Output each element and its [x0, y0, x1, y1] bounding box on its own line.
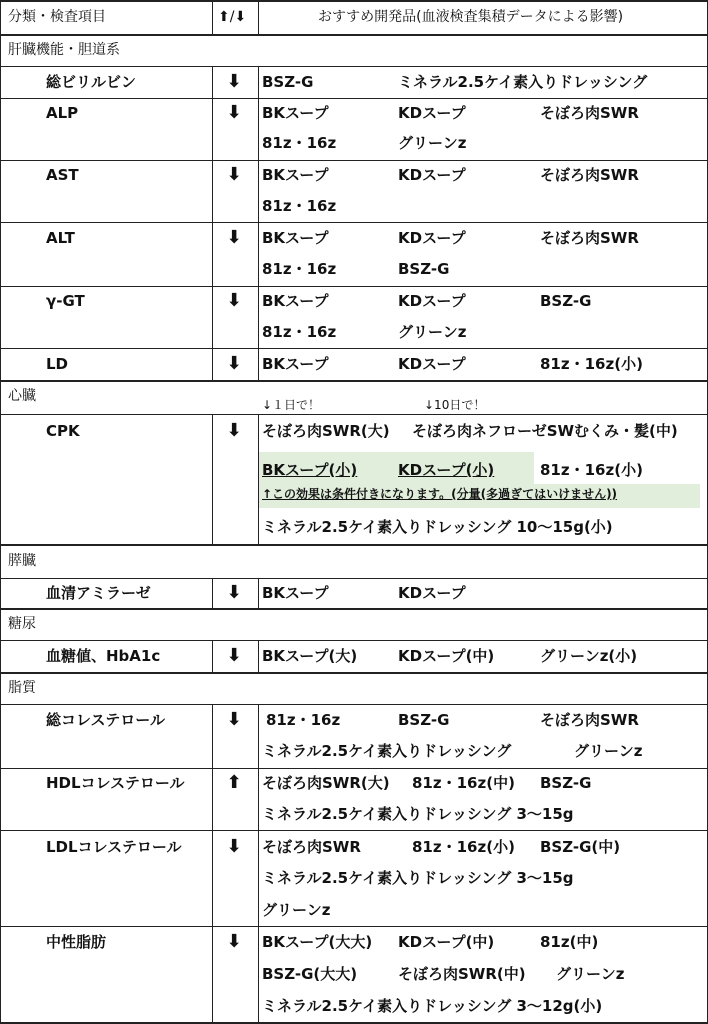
down-arrow-icon: ⬇ [226, 420, 242, 441]
item-alp: ALP [46, 104, 79, 122]
product: 81z・16z(小) [540, 461, 643, 479]
down-arrow-icon: ⬇ [226, 71, 242, 92]
header-direction: ⬆/⬇ [218, 9, 247, 25]
item-ggt: γ-GT [46, 292, 85, 310]
product: そぼろ肉SWR(中) [398, 965, 526, 983]
product: ミネラル2.5ケイ素入りドレッシング 3〜12g(小) [262, 997, 603, 1015]
product: BKスープ(大) [262, 647, 358, 665]
down-arrow-icon: ⬇ [226, 164, 242, 185]
product-conditional: BKスープ(小) [262, 461, 358, 479]
product: 81z(中) [540, 933, 599, 951]
header-recommended-products: おすすめ開発品(血液検査集積データによる影響) [318, 9, 624, 25]
product: KDスープ(中) [398, 933, 495, 951]
product: グリーンz [398, 323, 467, 341]
product-conditional: KDスープ(小) [398, 461, 495, 479]
item-total-bilirubin: 総ビリルビン [46, 73, 137, 91]
product: ミネラル2.5ケイ素入りドレッシング 3〜15g [262, 805, 574, 823]
product: KDスープ [398, 355, 466, 373]
product: 81z・16z [266, 711, 341, 729]
product: BKスープ [262, 584, 329, 602]
item-triglycerides: 中性脂肪 [46, 933, 107, 951]
up-arrow-icon: ⬆ [226, 772, 242, 793]
category-liver: 肝臓機能・胆道系 [8, 42, 120, 58]
item-total-cholesterol: 総コレステロール [46, 711, 165, 729]
product: 81z・16z(小) [540, 355, 643, 373]
product: KDスープ [398, 104, 466, 122]
down-arrow-icon: ⬇ [226, 931, 242, 952]
item-ast: AST [46, 166, 79, 184]
product: BSZ-G [540, 774, 592, 792]
product: ミネラル2.5ケイ素入りドレッシング 10〜15g(小) [262, 518, 613, 536]
product: ミネラル2.5ケイ素入りドレッシング [262, 742, 512, 760]
product: グリーンz [262, 901, 331, 919]
down-arrow-icon: ⬇ [226, 709, 242, 730]
item-blood-glucose: 血糖値、HbA1c [46, 647, 161, 665]
product: ミネラル2.5ケイ素入りドレッシング 3〜15g [262, 869, 574, 887]
product: そぼろ肉SWR [262, 838, 361, 856]
product: グリーンz [398, 134, 467, 152]
item-ld: LD [46, 355, 69, 373]
product: そぼろ肉SWR(大) [262, 422, 390, 440]
item-alt: ALT [46, 229, 75, 247]
category-lipid: 脂質 [8, 680, 36, 696]
product: グリーンz(小) [540, 647, 638, 665]
cpk-condition-note: ↑この効果は条件付きになります。(分量(多過ぎてはいけません)) [262, 487, 618, 501]
product: BKスープ [262, 229, 329, 247]
product: KDスープ(中) [398, 647, 495, 665]
product: BSZ-G [398, 711, 450, 729]
product: そぼろ肉SWR [540, 166, 639, 184]
product: KDスープ [398, 166, 466, 184]
product: 81z・16z(中) [412, 774, 515, 792]
product: グリーンz [574, 742, 643, 760]
product: BKスープ [262, 292, 329, 310]
category-pancreas: 膵臓 [8, 553, 36, 569]
product: そぼろ肉SWR [540, 229, 639, 247]
product: そぼろ肉SWR(大) [262, 774, 390, 792]
product: そぼろ肉ネフローゼSWむくみ・髪(中) [412, 422, 678, 440]
cpk-note-10days: ↓10日で！ [424, 398, 486, 412]
down-arrow-icon: ⬇ [226, 582, 242, 603]
product: 81z・16z [262, 260, 337, 278]
product: KDスープ [398, 584, 466, 602]
product: BSZ-G(大大) [262, 965, 358, 983]
product: そぼろ肉SWR [540, 711, 639, 729]
down-arrow-icon: ⬇ [226, 836, 242, 857]
product: KDスープ [398, 292, 466, 310]
product: BKスープ [262, 104, 329, 122]
product: 81z・16z [262, 323, 337, 341]
product: BKスープ(大大) [262, 933, 373, 951]
header-category-item: 分類・検査項目 [8, 9, 106, 25]
product: BSZ-G(中) [540, 838, 621, 856]
product: 81z・16z [262, 134, 337, 152]
product: ミネラル2.5ケイ素入りドレッシング [398, 73, 648, 91]
category-diabetes: 糖尿 [8, 616, 36, 632]
product: 81z・16z [262, 197, 337, 215]
product: そぼろ肉SWR [540, 104, 639, 122]
product: BKスープ [262, 355, 329, 373]
down-arrow-icon: ⬇ [226, 290, 242, 311]
category-heart: 心臓 [8, 388, 36, 404]
down-arrow-icon: ⬇ [226, 102, 242, 123]
item-hdl-cholesterol: HDLコレステロール [46, 774, 185, 792]
item-cpk: CPK [46, 422, 80, 440]
product: BSZ-G [262, 73, 314, 91]
product: BKスープ [262, 166, 329, 184]
down-arrow-icon: ⬇ [226, 353, 242, 374]
item-ldl-cholesterol: LDLコレステロール [46, 838, 182, 856]
product: グリーンz [556, 965, 625, 983]
down-arrow-icon: ⬇ [226, 227, 242, 248]
product: 81z・16z(小) [412, 838, 515, 856]
down-arrow-icon: ⬇ [226, 645, 242, 666]
product: BSZ-G [540, 292, 592, 310]
product: BSZ-G [398, 260, 450, 278]
product: KDスープ [398, 229, 466, 247]
cpk-note-1day: ↓１日で！ [262, 398, 321, 412]
item-serum-amylase: 血清アミラーゼ [46, 584, 151, 602]
